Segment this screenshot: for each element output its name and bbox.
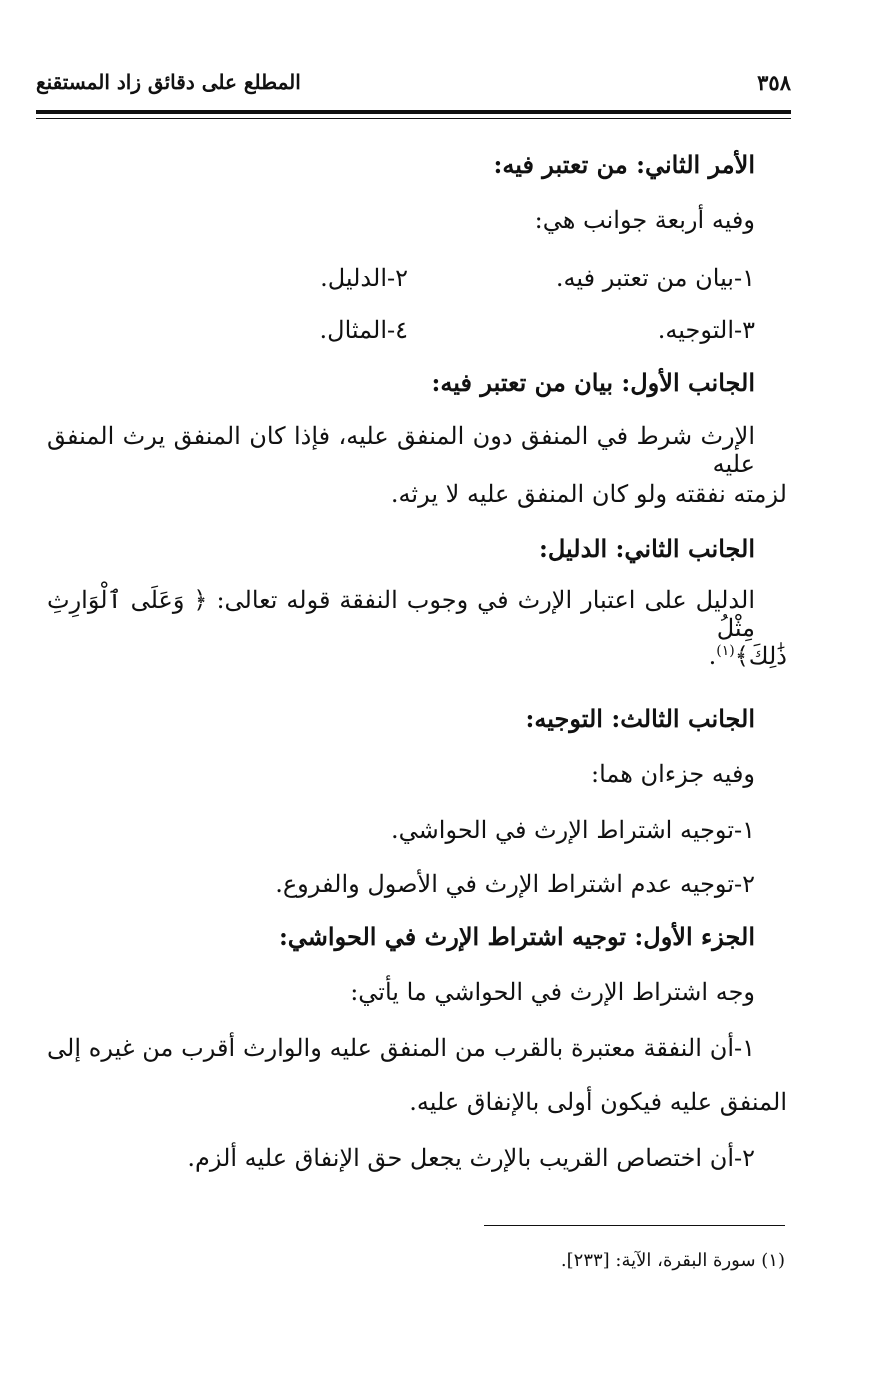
header-rule-thin [36,118,791,119]
paragraph-line: ٢-أن اختصاص القريب بالإرث يجعل حق الإنفاق عليه ألزم. [187,1144,755,1172]
header-rule-thick [36,110,791,114]
subsection-heading: الجانب الثالث: التوجيه: [525,704,755,733]
subsection-heading: الجانب الأول: بيان من تعتبر فيه: [431,368,755,397]
list-item: ٤-المثال. [319,316,408,344]
subsection-heading: الجانب الثاني: الدليل: [539,534,755,563]
running-title: المطلع على دقائق زاد المستقنع [36,70,301,94]
intro-text: وفيه أربعة جوانب هي: [534,206,755,234]
quran-verse-end: ذَٰلِكَ﴾$^{(١)}$. [708,642,787,670]
paragraph-line: وجه اشتراط الإرث في الحواشي ما يأتي: [350,978,755,1006]
paragraph-line: الإرث شرط في المنفق دون المنفق عليه، فإذا كان المنفق يرث المنفق عليه [47,422,755,478]
intro-text: وفيه جزءان هما: [590,760,755,788]
list-item: ١-توجيه اشتراط الإرث في الحواشي. [391,816,755,844]
footnote-reference[interactable]: (١) [716,643,735,659]
page-header [36,70,791,100]
page-number: ٣٥٨ [757,70,791,95]
footnote-separator [484,1225,785,1226]
paragraph-line: المنفق عليه فيكون أولى بالإنفاق عليه. [409,1088,787,1116]
paragraph-line: الدليل على اعتبار الإرث في وجوب النفقة قوله تعالى: ﴿ وَعَلَى ٱلْوَارِثِ مِثْلُ [47,586,755,642]
list-item: ٣-التوجيه. [657,316,755,344]
paragraph-line: ١-أن النفقة معتبرة بالقرب من المنفق عليه والوارث أقرب من غيره إلى [47,1034,755,1062]
list-item: ٢-الدليل. [320,264,408,292]
section-heading: الأمر الثاني: من تعتبر فيه: [493,150,755,179]
list-item: ١-بيان من تعتبر فيه. [555,264,755,292]
footnote: (١) سورة البقرة، الآية: [٢٣٣]. [560,1250,785,1271]
subsection-heading: الجزء الأول: توجيه اشتراط الإرث في الحواشي: [278,922,755,951]
verse-text: ذَٰلِكَ﴾ [734,642,787,670]
paragraph-line: لزمته نفقته ولو كان المنفق عليه لا يرثه. [390,480,787,508]
list-item: ٢-توجيه عدم اشتراط الإرث في الأصول والفروع. [275,870,755,898]
